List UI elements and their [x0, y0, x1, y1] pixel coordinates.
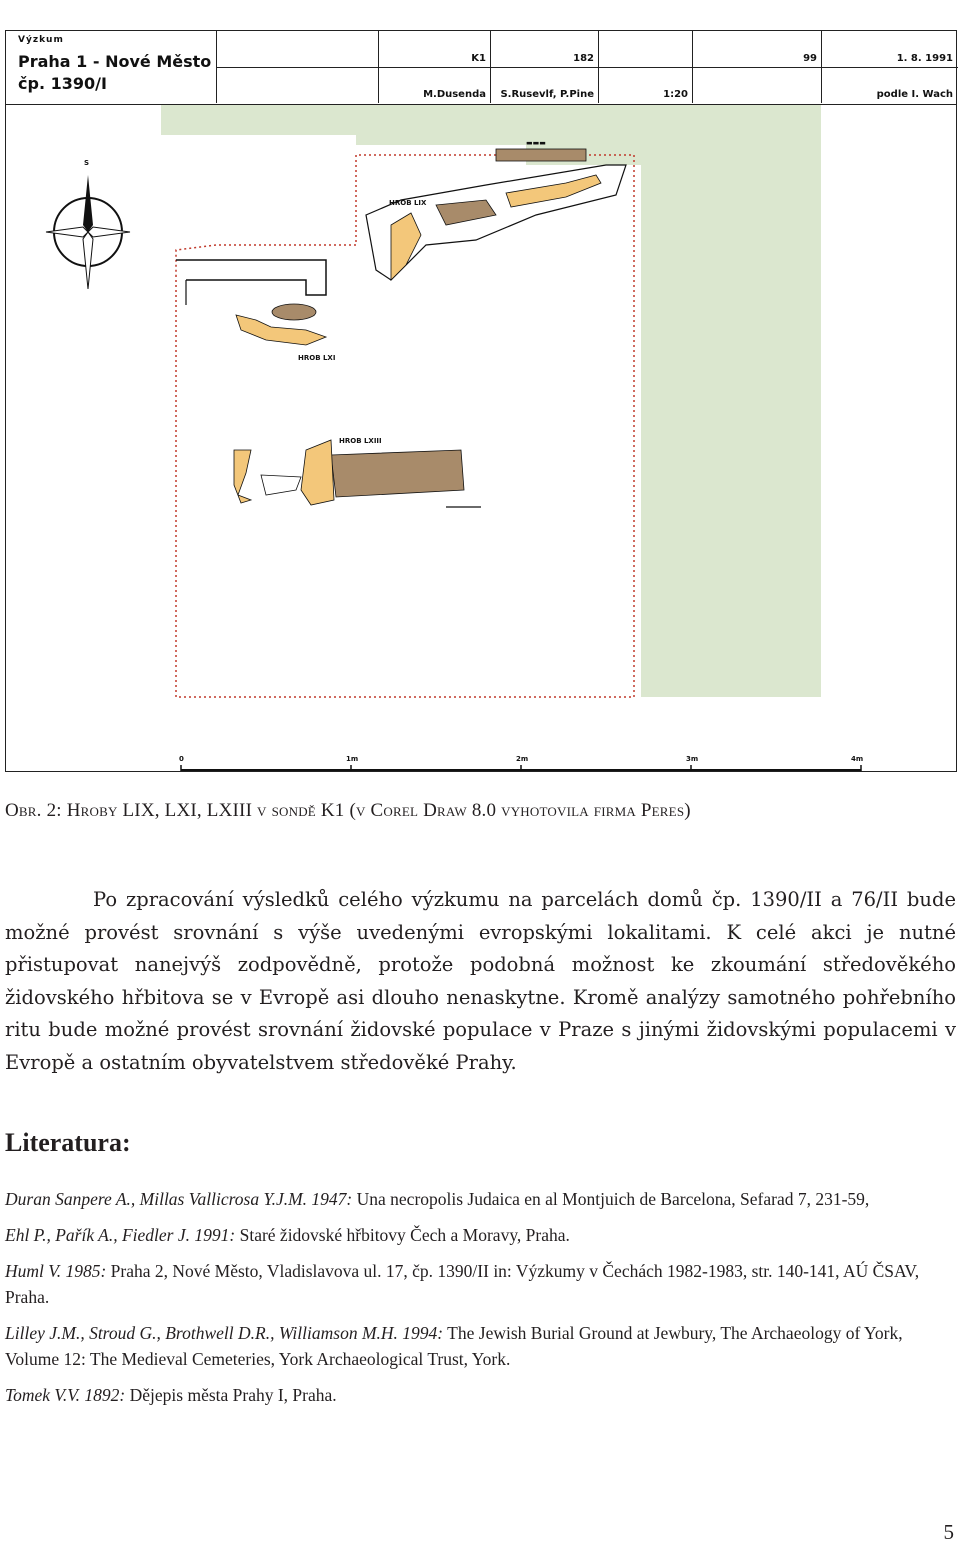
- reference-text: Dějepis města Prahy I, Praha.: [125, 1385, 337, 1405]
- scale-label-1: 1m: [346, 755, 359, 763]
- grave-lxi-bones: [236, 315, 326, 345]
- grave-lxiii-skull: [301, 440, 334, 505]
- scale-label-2: 2m: [516, 755, 529, 763]
- cell-mereni: [490, 67, 598, 103]
- label-top-marker: ▬▬▬: [526, 139, 546, 147]
- cell-datum: [821, 31, 957, 67]
- nivelace-value: podle I. Wach: [876, 89, 953, 100]
- cell-sonda: [378, 31, 490, 67]
- reference-item: [5, 1222, 957, 1248]
- title-block-site: [6, 31, 217, 103]
- site-name-line1: Praha 1 - Nové Město: [18, 52, 212, 71]
- grave-lxiii-feet: [261, 475, 301, 495]
- scale-label-0: 0: [179, 755, 184, 763]
- body-paragraph: [5, 884, 956, 1079]
- site-name-line2: čp. 1390/I: [18, 74, 107, 93]
- label-grave-lix: HROB LIX: [389, 199, 427, 207]
- north-arrow: [46, 159, 130, 289]
- reference-text: Staré židovské hřbitovy Čech a Moravy, Praha.: [235, 1225, 570, 1245]
- left-structure: [176, 260, 326, 295]
- reference-authors: Tomek V.V. 1892:: [5, 1385, 126, 1405]
- reference-text: The Jewish Burial Ground at Jewbury, The Archaeology of York, Volume 12: The Medieval Cemeteries, York Archaeological Trust, York.: [5, 1323, 903, 1369]
- reference-item: [5, 1186, 957, 1212]
- kresil-value: M.Dusenda: [423, 89, 486, 100]
- title-block-header: Výzkum: [18, 35, 64, 45]
- reference-text: Una necropolis Judaica en al Montjuich de Barcelona, Sefarad 7, 231-59,: [352, 1189, 870, 1209]
- grave-lxiii-bone: [234, 450, 251, 503]
- page-number: 5: [943, 1520, 954, 1544]
- scale-label-4: 4m: [851, 755, 864, 763]
- scale-label-3: 3m: [686, 755, 699, 763]
- reference-authors: Duran Sanpere A., Millas Vallicrosa Y.J.M. 1947:: [5, 1189, 353, 1209]
- label-grave-lxi: HROB LXI: [298, 354, 336, 362]
- reference-list: [5, 1186, 957, 1418]
- cell-plan: [490, 31, 598, 67]
- grave-lxiii-fill: [331, 450, 464, 497]
- cell-kresil: [378, 67, 490, 103]
- meritko-value: 1:20: [663, 89, 688, 100]
- literature-heading: Literatura:: [5, 1128, 131, 1157]
- scale-bar: [179, 755, 863, 771]
- reference-authors: Huml V. 1985:: [5, 1261, 107, 1281]
- mereni-value: S.Rusevlf, P.Pine: [500, 89, 594, 100]
- north-label: S: [84, 159, 90, 167]
- pocet-value: 99: [803, 53, 817, 64]
- title-block: [6, 31, 956, 105]
- plan-value: 182: [573, 53, 594, 64]
- datum-value: 1. 8. 1991: [896, 53, 953, 64]
- reference-text: Praha 2, Nové Město, Vladislavova ul. 17, čp. 1390/II in: Výzkumy v Čechách 1982-1983, str. 140-141, AÚ ČSAV, Praha.: [5, 1261, 920, 1307]
- reference-item: [5, 1320, 957, 1372]
- grave-lxi-fill: [272, 304, 316, 320]
- cell-nivelace: [821, 67, 957, 103]
- cell-pocet: [692, 31, 821, 67]
- reference-authors: Lilley J.M., Stroud G., Brothwell D.R., Williamson M.H. 1994:: [5, 1323, 444, 1343]
- reference-item: [5, 1258, 957, 1310]
- reference-item: [5, 1382, 957, 1408]
- wall-area-top: [161, 105, 356, 135]
- sonda-value: K1: [471, 53, 486, 64]
- label-grave-lxiii: HROB LXIII: [339, 437, 382, 445]
- cell-meritko: [598, 67, 692, 103]
- reference-authors: Ehl P., Pařík A., Fiedler J. 1991:: [5, 1225, 236, 1245]
- excavation-plan: [6, 105, 956, 771]
- body-paragraph-text: Po zpracování výsledků celého výzkumu na parcelách domů čp. 1390/II a 76/II bude možné provést srovnání s výše uvedenými evropskými lokalitami. K celé akci je nutné přistupovat nanejvýš zodpovědně, protože podobná možnost ke zkoumání středověkého židovského hřbitova se v Evropě asi dlouho nenaskytne. Kromě analýzy samotného pohřebního ritu bude možné provést srovnání židovské populace v Praze s jinými židovskými populacemi v Evropě a ostatním obyvatelstvem středověké Prahy.: [5, 888, 956, 1074]
- figure-plan: [5, 30, 957, 772]
- figure-caption: Obr. 2: Hroby LIX, LXI, LXIII v sondě K1 (v Corel Draw 8.0 vyhotovila firma Peres): [5, 800, 691, 821]
- grave-lix-board: [496, 149, 586, 161]
